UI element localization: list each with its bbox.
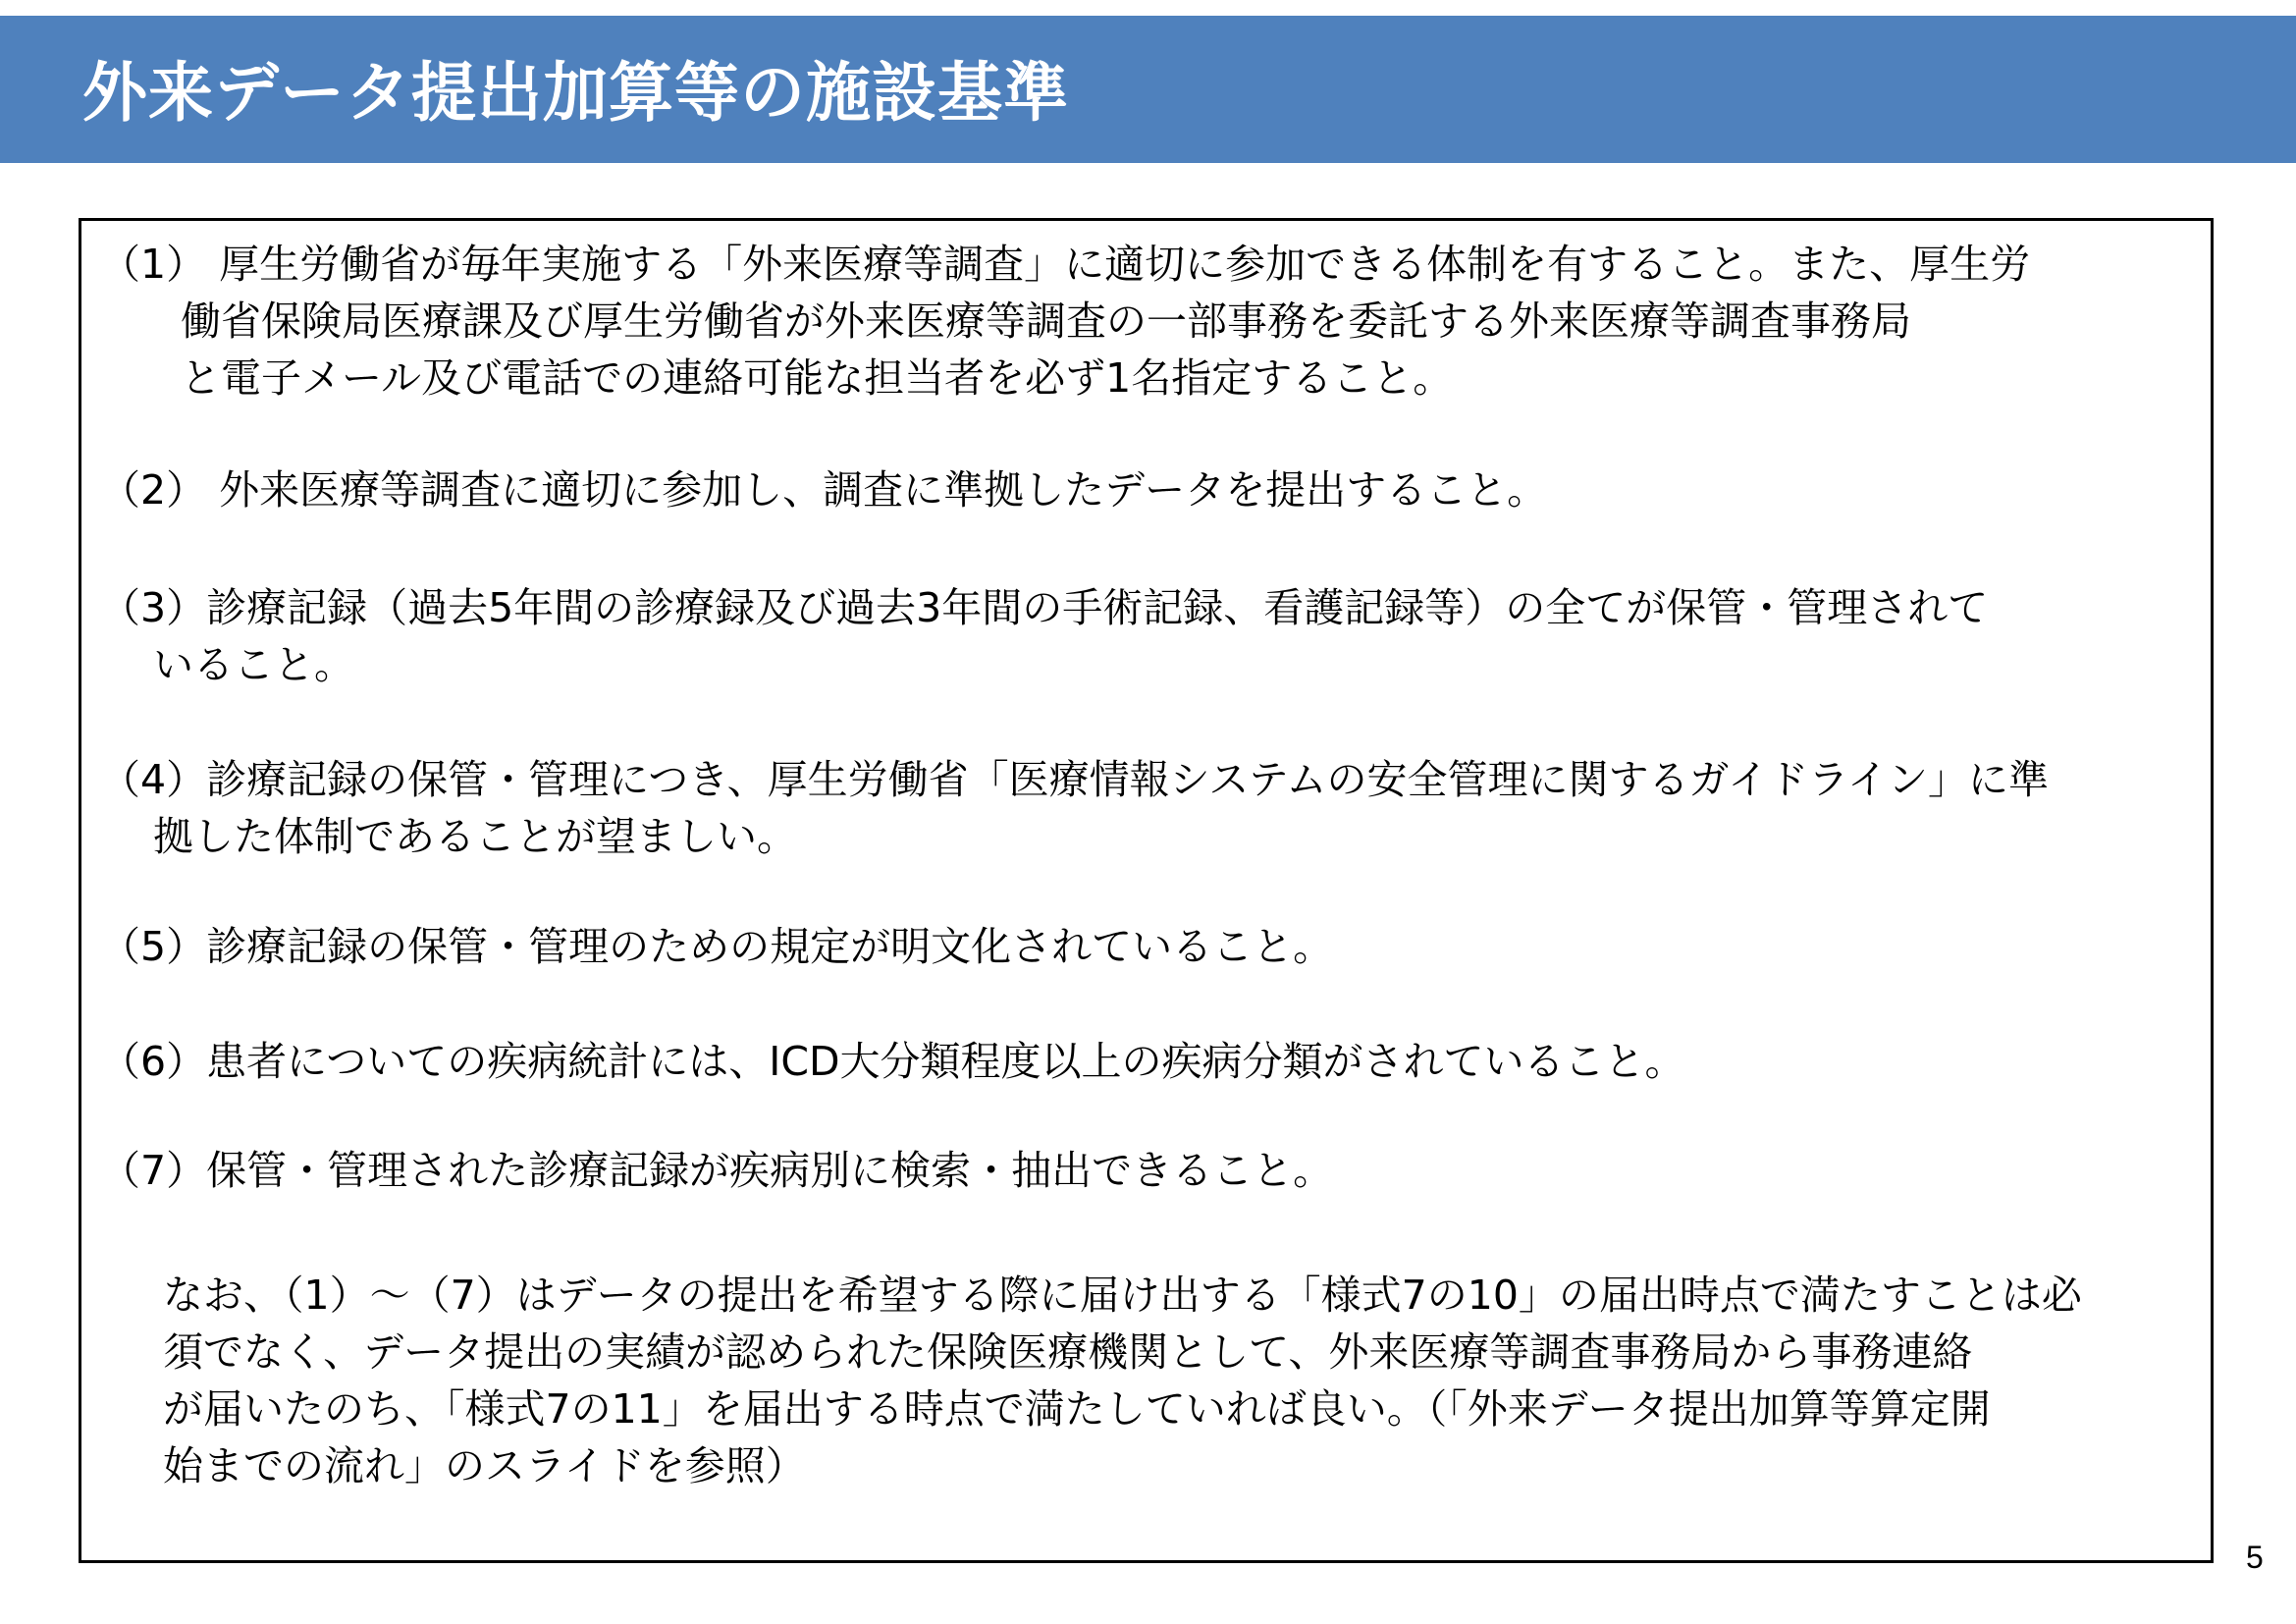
criterion-1 bbox=[100, 236, 2030, 406]
criterion-4 bbox=[100, 751, 2049, 865]
note-line-1: なお、（1）～（7）はデータの提出を希望する際に届け出する「様式7の10」の届出時点で満たすことは必 bbox=[163, 1272, 2082, 1319]
criterion-2-line-1: （2） 外来医療等調査に適切に参加し、調査に準拠したデータを提出すること。 bbox=[100, 466, 1548, 514]
title-bar bbox=[0, 16, 2296, 163]
criterion-2 bbox=[100, 461, 1547, 518]
criterion-1-line-1: （1） 厚生労働省が毎年実施する「外来医療等調査」に適切に参加できる体制を有すること。また、厚生労 bbox=[100, 241, 2031, 288]
criterion-5-line-1: （5）診療記録の保管・管理のための規定が明文化されていること。 bbox=[100, 923, 1334, 970]
criterion-3-line-1: （3）診療記録（過去5年間の診療録及び過去3年間の手術記録、看護記録等）の全てが保管・管理されて bbox=[100, 584, 1989, 631]
criterion-6 bbox=[100, 1033, 1685, 1090]
criterion-7 bbox=[100, 1142, 1333, 1199]
criterion-7-line-1: （7）保管・管理された診療記録が疾病別に検索・抽出できること。 bbox=[100, 1147, 1334, 1194]
note-line-2: 須でなく、データ提出の実績が認められた保険医療機関として、外来医療等調査事務局から事務連絡 bbox=[163, 1328, 1973, 1376]
criterion-5 bbox=[100, 918, 1333, 975]
note-line-4: 始までの流れ」のスライドを参照） bbox=[163, 1442, 806, 1489]
criterion-6-line-1: （6）患者についての疾病統計には、ICD大分類程度以上の疾病分類がされていること。 bbox=[100, 1038, 1685, 1085]
supplementary-note bbox=[163, 1267, 2082, 1494]
criterion-3 bbox=[100, 579, 1988, 693]
criterion-4-line-1: （4）診療記録の保管・管理につき、厚生労働省「医療情報システムの安全管理に関するガイドライン」に準 bbox=[100, 756, 2050, 803]
criterion-4-line-2: 拠した体制であることが望ましい。 bbox=[100, 813, 798, 860]
criterion-1-line-3: と電子メール及び電話での連絡可能な担当者を必ず1名指定すること。 bbox=[100, 354, 1454, 402]
criterion-1-line-2: 働省保険局医療課及び厚生労働省が外来医療等調査の一部事務を委託する外来医療等調査事務局 bbox=[100, 298, 1911, 345]
criterion-3-line-2: いること。 bbox=[100, 641, 355, 688]
page-title: 外来データ提出加算等の施設基準 bbox=[82, 55, 1069, 131]
note-line-3: が届いたのち、「様式7の11」を届出する時点で満たしていれば良い。（「外来データ提出加算等算定開 bbox=[163, 1385, 1991, 1433]
page-number: 5 bbox=[2246, 1540, 2264, 1575]
